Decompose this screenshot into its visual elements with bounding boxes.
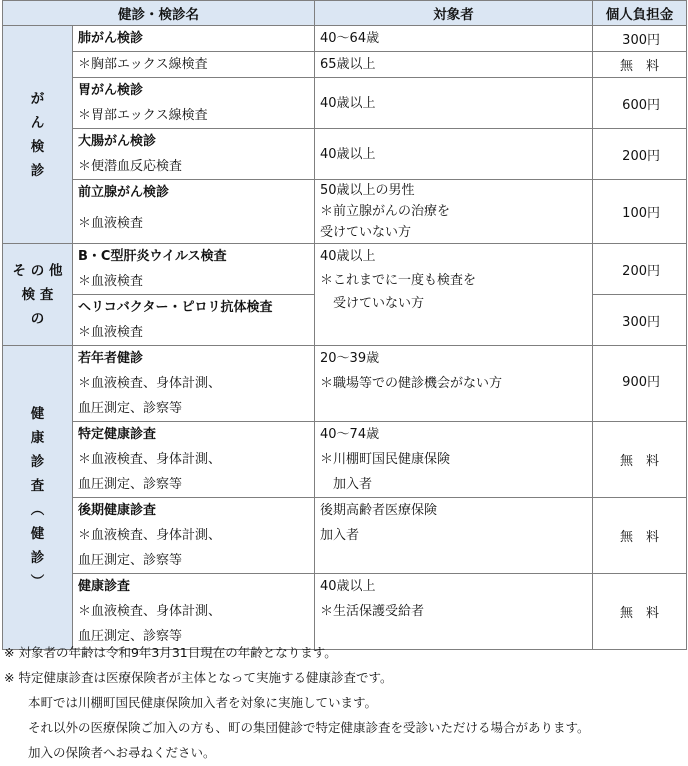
exam-method: 血圧測定、診察等: [78, 629, 183, 644]
exam-method: ＊血液検査、身体計測、: [78, 528, 222, 543]
fee-cell: 無 料: [593, 422, 687, 498]
exam-name: 胃がん検診: [78, 83, 144, 98]
target-cell: [315, 498, 593, 574]
target-cell: [315, 129, 593, 180]
target-text: 40歳以上: [320, 146, 376, 162]
footnote: ※ 特定健康診査は医療保険者が主体となって実施する健康診査です。: [4, 670, 393, 685]
target-text: 50歳以上の男性: [320, 183, 415, 198]
fee-cell: 無 料: [593, 498, 687, 574]
target-cell: [315, 78, 593, 129]
table-row: [3, 244, 687, 295]
exam-name: 後期健康診査: [78, 503, 157, 518]
exam-method-cell: [73, 52, 315, 78]
target-text: 20～39歳: [320, 351, 380, 366]
fee-cell: 600円: [593, 78, 687, 129]
target-cell: [315, 422, 593, 498]
target-text: ＊これまでに一度も検査を: [320, 273, 477, 288]
target-text: 加入者: [333, 477, 373, 492]
exam-method: ＊血液検査、身体計測、: [78, 452, 222, 467]
fee-cell: 200円: [593, 244, 687, 295]
header-target: 対象者: [315, 1, 593, 26]
table-row: [3, 422, 687, 498]
target-text: 40歳以上: [320, 249, 376, 264]
target-text: 後期高齢者医療保険: [320, 503, 438, 518]
checkup-table: [2, 0, 687, 650]
exam-name: 肺がん検診: [78, 31, 144, 46]
target-text: ＊職場等での健診機会がない方: [320, 376, 503, 391]
table-row: [3, 180, 687, 244]
exam-method: ＊胸部エックス線検査: [78, 57, 208, 72]
exam-name: 健康診査: [78, 579, 131, 594]
target-cell: [315, 346, 593, 422]
exam-name-cell: [73, 129, 315, 180]
target-text: 40～74歳: [320, 427, 380, 442]
exam-method: 血圧測定、診察等: [78, 553, 183, 568]
target-cell: [315, 180, 593, 244]
footnote: それ以外の医療保険ご加入の方も、町の集団健診で特定健康診査を受診いただける場合があります。: [28, 720, 590, 735]
footnote: ※ 対象者の年齢は令和9年3月31日現在の年齢となります。: [4, 645, 337, 660]
exam-name-cell: [73, 295, 315, 346]
exam-method: ＊血液検査、身体計測、: [78, 604, 222, 619]
table-row: [3, 78, 687, 129]
exam-name: 若年者健診: [78, 351, 144, 366]
fee-cell: 300円: [593, 26, 687, 52]
fee-cell: 100円: [593, 180, 687, 244]
exam-name-cell: [73, 244, 315, 295]
fee-cell: 300円: [593, 295, 687, 346]
exam-method: ＊血液検査、身体計測、: [78, 376, 222, 391]
target-cell: [315, 52, 593, 78]
table-row: [3, 574, 687, 650]
exam-name-cell: [73, 346, 315, 422]
footnote: 本町では川棚町国民健康保険加入者を対象に実施しています。: [28, 695, 378, 710]
category-health: 健 康 診 査 ︵ 健 診 ︶: [3, 346, 73, 650]
table-row: [3, 26, 687, 52]
fee-cell: 無 料: [593, 574, 687, 650]
exam-name: 前立腺がん検診: [78, 185, 170, 200]
exam-method: ＊便潜血反応検査: [78, 159, 183, 174]
table-row: [3, 129, 687, 180]
category-other: そ の 他 検 査 の: [3, 244, 73, 346]
header-name: 健診・検診名: [3, 1, 315, 26]
table-row: [3, 498, 687, 574]
fee-cell: 無 料: [593, 52, 687, 78]
table-row: [3, 346, 687, 422]
header-fee: 個人負担金: [593, 1, 687, 26]
exam-method: ＊胃部エックス線検査: [78, 108, 208, 123]
target-text: 40歳以上: [320, 95, 376, 111]
target-text: ＊川棚町国民健康保険: [320, 452, 451, 467]
exam-method: ＊血液検査: [78, 274, 144, 289]
footnotes: [4, 640, 684, 765]
target-cell: [315, 574, 593, 650]
table-header-row: [3, 1, 687, 26]
exam-name-cell: [73, 78, 315, 129]
exam-name: ヘリコバクター・ピロリ抗体検査: [78, 300, 273, 315]
footnote: 加入の保険者へお尋ねください。: [28, 745, 216, 760]
exam-name-cell: [73, 498, 315, 574]
target-cell: [315, 26, 593, 52]
category-cancer: が ん 検 診: [3, 26, 73, 244]
target-text: 受けていない方: [320, 225, 412, 240]
target-cell: [315, 244, 593, 346]
exam-name: 特定健康診査: [78, 427, 157, 442]
exam-method: ＊血液検査: [78, 325, 144, 340]
target-text: 40歳以上: [320, 579, 376, 594]
fee-cell: 900円: [593, 346, 687, 422]
target-text: 65歳以上: [320, 57, 376, 72]
target-text: 受けていない方: [333, 296, 425, 311]
exam-method: 血圧測定、診察等: [78, 401, 183, 416]
target-text: 40～64歳: [320, 31, 380, 46]
exam-name-cell: [73, 180, 315, 244]
exam-method: 血圧測定、診察等: [78, 477, 183, 492]
exam-name: 大腸がん検診: [78, 134, 157, 149]
exam-name: B・C型肝炎ウイルス検査: [78, 249, 227, 264]
target-text: ＊前立腺がんの治療を: [320, 204, 451, 219]
target-text: ＊生活保護受給者: [320, 604, 425, 619]
exam-name-cell: [73, 422, 315, 498]
exam-method: ＊血液検査: [78, 216, 144, 231]
table-row: [3, 52, 687, 78]
exam-name-cell: [73, 574, 315, 650]
exam-name-cell: [73, 26, 315, 52]
target-text: 加入者: [320, 528, 360, 543]
fee-cell: 200円: [593, 129, 687, 180]
